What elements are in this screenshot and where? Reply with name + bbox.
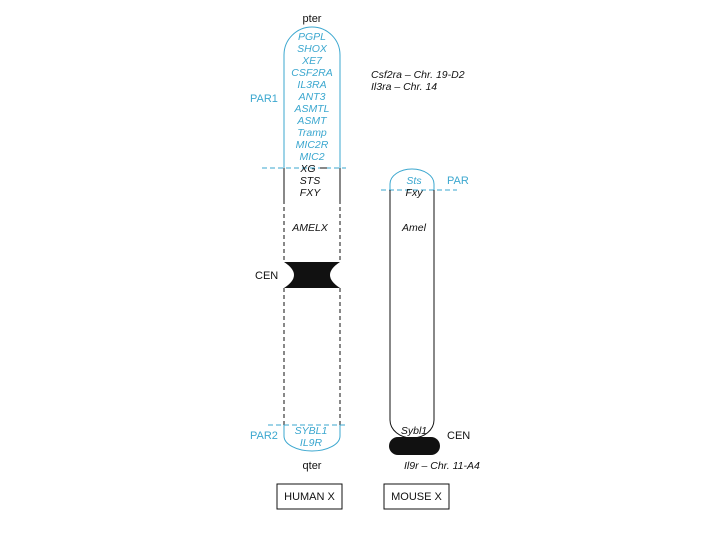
il9r-note: Il9r – Chr. 11-A4 (404, 460, 480, 472)
gene-label-sybl1: Sybl1 (400, 425, 428, 437)
gene-label: ASMTL (294, 103, 330, 115)
gene-label-amelx: AMELX (292, 222, 328, 234)
il3ra-note: Il3ra – Chr. 14 (371, 81, 438, 93)
human-x-label: HUMAN X (284, 491, 335, 503)
human-x-chromosome (250, 13, 346, 509)
gene-label: PGPL (297, 31, 327, 43)
mouse-x-chromosome (381, 169, 470, 509)
mouse-x-label: MOUSE X (391, 491, 442, 503)
gene-label: MIC2 (299, 151, 325, 163)
gene-label: Sts (406, 175, 422, 187)
human-centromere (284, 262, 340, 288)
mouse-par-label: PAR (447, 175, 469, 187)
gene-label: SHOX (297, 43, 327, 55)
chromosome-notes (371, 69, 480, 472)
gene-label: STS (299, 175, 321, 187)
gene-label-amel: Amel (402, 222, 426, 234)
gene-label: ASMT (297, 115, 327, 127)
gene-label: Tramp (297, 127, 327, 139)
gene-label: SYBL1 (294, 425, 328, 437)
gene-label: IL9R (299, 437, 323, 449)
gene-label: IL3RA (297, 79, 327, 91)
gene-label: MIC2R (295, 139, 329, 151)
qter-label: qter (302, 460, 322, 472)
mouse-centromere (389, 437, 440, 455)
csf2ra-note: Csf2ra – Chr. 19-D2 (371, 69, 465, 81)
par1-label: PAR1 (250, 93, 278, 105)
mouse-cen-label: CEN (447, 430, 471, 442)
par2-label: PAR2 (250, 430, 278, 442)
pter-label: pter (302, 13, 322, 25)
gene-label: CSF2RA (291, 67, 333, 79)
gene-label: XE7 (302, 55, 322, 67)
gene-label: ANT3 (298, 91, 326, 103)
human-cen-label: CEN (255, 270, 279, 282)
gene-label-boundary: Fxy (405, 187, 423, 199)
gene-label-boundary: XG (300, 163, 316, 175)
gene-label: FXY (299, 187, 321, 199)
